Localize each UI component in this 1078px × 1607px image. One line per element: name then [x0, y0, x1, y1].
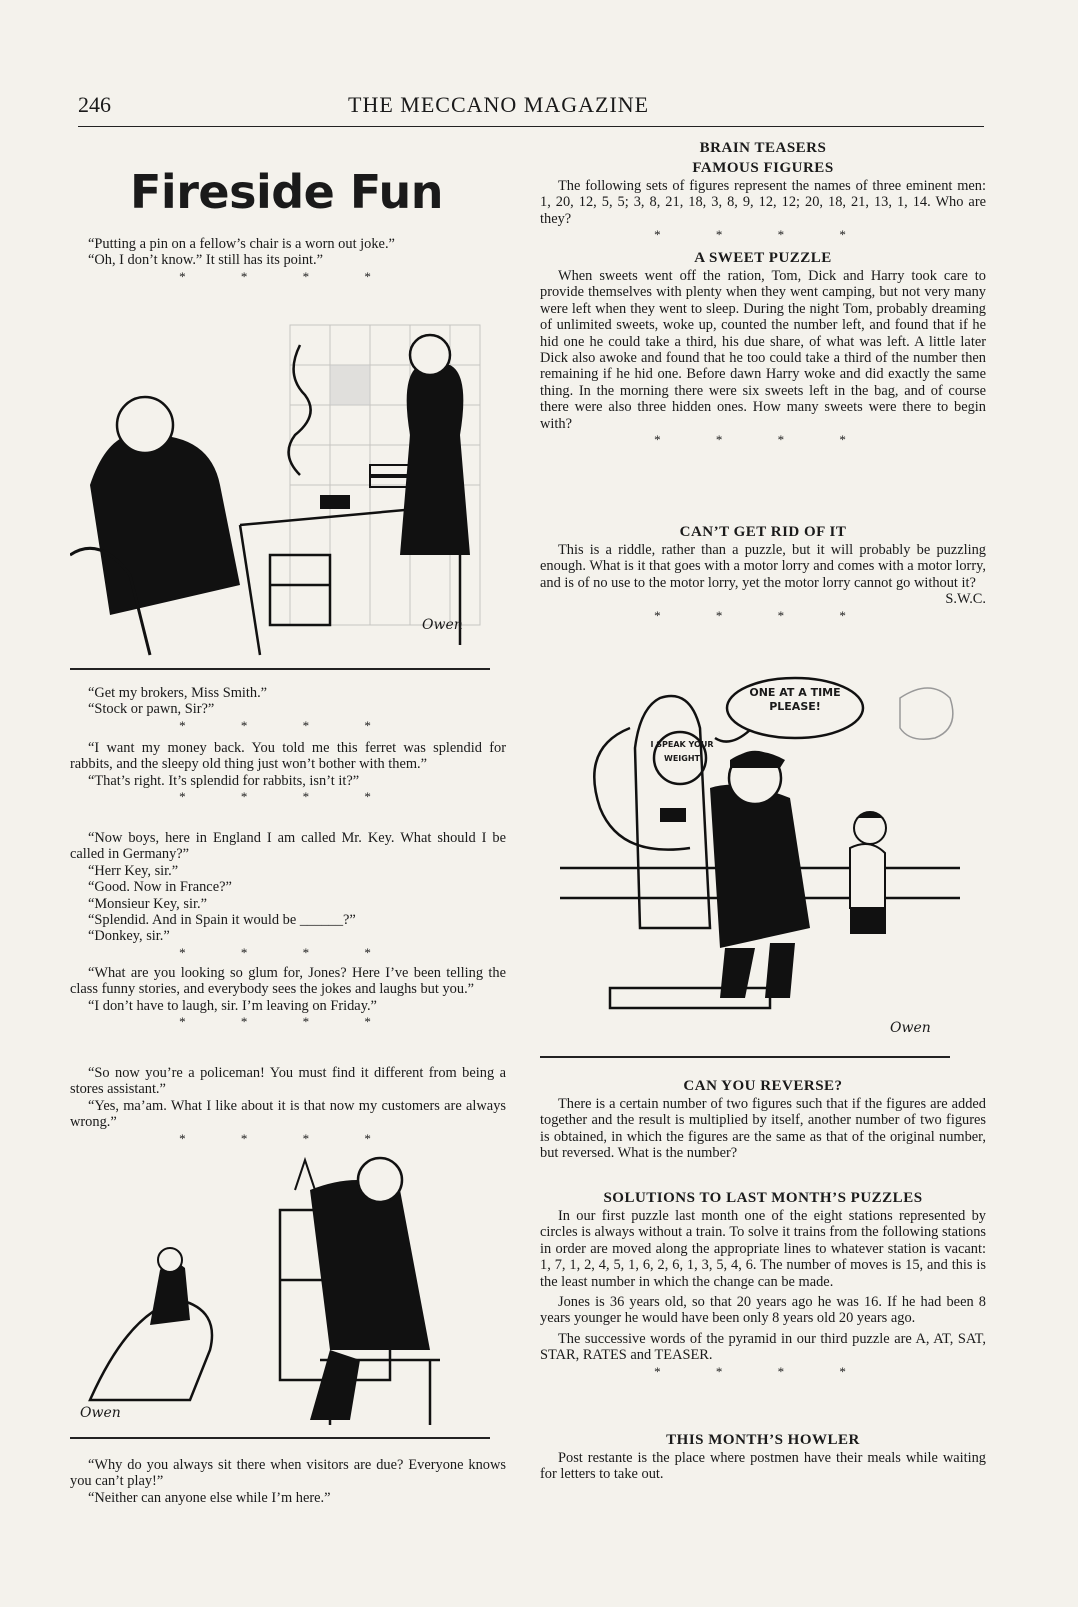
- piano-cartoon: [70, 1150, 490, 1435]
- weighing-machine-drawing: [540, 668, 960, 1054]
- sweet-puzzle-text: When sweets went off the ration, Tom, Dick and Harry took care to provide themselves with plenty when they went camping, but not very many were left when they went to sleep. During the night Tom, probably dreaming of unlimited sweets, woke up, counted the number left, and found that if he hid one he could take a third, his due share, of what was left. A little later Dick also awoke and found that he too could take a third of the number then remaining if he hid one. Before dawn Harry woke and did exactly the same thing. In the morning there were six sweets left in the bag, and of course there were also three hidden ones. How many sweets were there to begin with?: [540, 268, 986, 432]
- cartoon-rule: [540, 1056, 950, 1058]
- joke-brokers: [70, 685, 506, 734]
- joke-line: “I want my money back. You told me this ferret was splendid for rabbits, and the sleepy old thing just won’t bother with them.”: [70, 740, 506, 773]
- joke-pin: [70, 236, 506, 285]
- cant-get-rid-section: [540, 522, 986, 624]
- joke-line: “Get my brokers, Miss Smith.”: [88, 685, 268, 701]
- fireside-fun-title: Fireside Fun: [130, 165, 443, 219]
- joke-line: “I don’t have to laugh, sir. I’m leaving on Friday.”: [88, 997, 377, 1014]
- magazine-title: THE MECCANO MAGAZINE: [348, 92, 650, 117]
- cartoon-rule: [70, 1437, 490, 1439]
- cartoon-signature: Owen: [422, 617, 463, 633]
- cartoon-signature: Owen: [890, 1020, 931, 1036]
- joke-key: [70, 830, 506, 961]
- howler-text: Post restante is the place where postmen have their meals while waiting for letters to take out.: [540, 1450, 986, 1483]
- joke-line: “Yes, ma’am. What I like about it is that now my customers are always wrong.”: [70, 1097, 506, 1131]
- joke-line: “Splendid. And in Spain it would be ______?”: [88, 912, 356, 929]
- separator-stars: * * * *: [654, 432, 872, 448]
- solutions-paragraph: In our first puzzle last month one of the eight stations represented by circles is always without a train. To solve it trains from the following stations in order are moved along the appropriate lines to whatever station is vacant: 1, 7, 1, 2, 4, 5, 1, 6, 2, 6, 1, 3, 5, 4, 6. The number of moves is 15, and this is the least number in which the change can be made.: [540, 1208, 986, 1290]
- joke-line: “Why do you always sit there when visitors are due? Everyone knows you can’t play!”: [70, 1457, 506, 1490]
- separator-stars: * * * *: [654, 227, 872, 243]
- office-cartoon: [70, 315, 490, 667]
- cant-get-rid-text: This is a riddle, rather than a puzzle, but it will probably be puzzling enough. What is it that goes with a motor lorry and comes with a motor lorry, and is of no use to the motor lorry, yet the motor lorry cannot go without it?: [540, 542, 986, 591]
- joke-line: “Good. Now in France?”: [88, 879, 232, 896]
- joke-line: “What are you looking so glum for, Jones? Here I’ve been telling the class funny stories, and everybody sees the jokes and laughs but you.”: [70, 965, 506, 998]
- howler-section: [540, 1430, 986, 1483]
- separator-stars: * * * *: [179, 944, 397, 960]
- joke-line: “That’s right. It’s splendid for rabbits, isn’t it?”: [88, 772, 360, 789]
- joke-line: “Stock or pawn, Sir?”: [88, 701, 215, 718]
- speech-bubble: ONE AT A TIME PLEASE!: [749, 686, 841, 713]
- cartoon-signature: Owen: [80, 1405, 121, 1421]
- separator-stars: * * * *: [179, 789, 397, 805]
- joke-line: “Herr Key, sir.”: [88, 862, 179, 879]
- joke-line: “Neither can anyone else while I’m here.”: [88, 1489, 331, 1506]
- joke-jones: [70, 965, 506, 1030]
- page-header: [78, 92, 984, 127]
- riddle-signature: S.W.C.: [945, 591, 986, 608]
- joke-line: “Oh, I don’t know.” It still has its point.”: [88, 252, 324, 269]
- solutions-paragraph: Jones is 36 years old, so that 20 years ago he was 16. If he had been 8 years younger he would have been only 8 years old 20 years ago.: [540, 1294, 986, 1327]
- famous-figures-section: [540, 138, 986, 243]
- weighing-machine-cartoon: [540, 668, 960, 1054]
- separator-stars: * * * *: [179, 268, 397, 284]
- can-you-reverse-section: [540, 1076, 986, 1162]
- cartoon-rule: [70, 668, 490, 670]
- page-number: 246: [78, 92, 111, 117]
- brain-teasers-heading: BRAIN TEASERS: [699, 140, 827, 156]
- joke-line: “Donkey, sir.”: [88, 928, 170, 945]
- separator-stars: * * * *: [179, 717, 397, 733]
- office-cartoon-drawing: [70, 315, 490, 667]
- famous-figures-heading: FAMOUS FIGURES: [692, 160, 834, 176]
- joke-piano: [70, 1457, 506, 1506]
- joke-line: “Putting a pin on a fellow’s chair is a worn out joke.”: [88, 236, 395, 252]
- solutions-paragraph: The successive words of the pyramid in our third puzzle are A, AT, SAT, STAR, RATES and TEASER.: [540, 1330, 986, 1364]
- sweet-puzzle-heading: A SWEET PUZZLE: [694, 250, 832, 266]
- joke-ferret: [70, 740, 506, 805]
- solutions-heading: SOLUTIONS TO LAST MONTH’S PUZZLES: [603, 1190, 923, 1206]
- separator-stars: * * * *: [179, 1014, 397, 1030]
- separator-stars: * * * *: [654, 1363, 872, 1379]
- piano-cartoon-drawing: [70, 1150, 490, 1435]
- howler-heading: THIS MONTH’S HOWLER: [666, 1432, 860, 1448]
- joke-policeman: [70, 1065, 506, 1147]
- joke-line: “Now boys, here in England I am called Mr. Key. What should I be called in Germany?”: [70, 830, 506, 863]
- solutions-section: [540, 1188, 986, 1380]
- famous-figures-text: The following sets of figures represent the names of three eminent men: 1, 20, 12, 5, 5; 3, 8, 21, 18, 3, 8, 9, 12, 12; 20, 18, 21, 13, 1, 14. Who are they?: [540, 178, 986, 227]
- joke-line: “Monsieur Key, sir.”: [88, 895, 207, 912]
- joke-line: “So now you’re a policeman! You must find it different from being a stores assistant.”: [70, 1065, 506, 1098]
- can-you-reverse-heading: CAN YOU REVERSE?: [683, 1078, 843, 1094]
- separator-stars: * * * *: [654, 607, 872, 623]
- machine-label: I SPEAK YOUR WEIGHT: [650, 740, 714, 763]
- can-you-reverse-text: There is a certain number of two figures such that if the figures are added together and the result is multiplied by itself, another number of two figures is obtained, in which the figures are the same as that of the original number, but reversed. What is the number?: [540, 1096, 986, 1162]
- cant-get-rid-heading: CAN’T GET RID OF IT: [679, 524, 847, 540]
- sweet-puzzle-section: [540, 248, 986, 448]
- separator-stars: * * * *: [179, 1130, 397, 1146]
